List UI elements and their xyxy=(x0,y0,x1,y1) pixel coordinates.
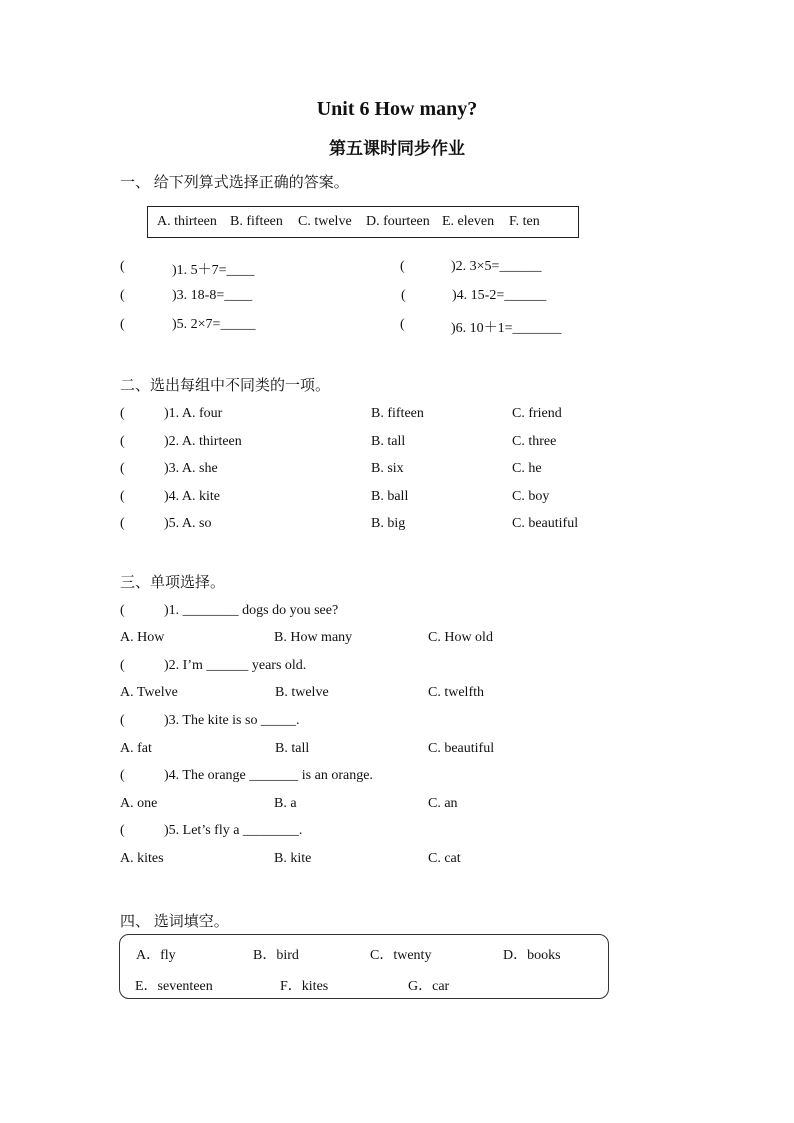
option-d: D. fourteen xyxy=(366,214,430,229)
odd-one-question: )5. A. so xyxy=(164,516,212,531)
answer-paren: ( xyxy=(120,713,125,728)
option-a: A. thirteen xyxy=(157,214,217,229)
section-1-heading: 一、 给下列算式选择正确的答案。 xyxy=(120,175,349,191)
choice-option-c: C. How old xyxy=(428,630,493,645)
choice-option-a: A. one xyxy=(120,796,158,811)
option-c: C. twelve xyxy=(298,214,352,229)
odd-one-option-c: C. he xyxy=(512,461,542,476)
choice-option-c: C. cat xyxy=(428,851,461,866)
answer-paren: ( xyxy=(120,768,125,783)
math-question-5: )5. 2×7=_____ xyxy=(172,317,256,332)
word-bank-item: G．car xyxy=(408,979,450,994)
answer-paren: ( xyxy=(120,461,125,476)
word-bank-item: E．seventeen xyxy=(135,979,213,994)
word-bank-item: D．books xyxy=(503,948,561,963)
answer-paren: ( xyxy=(120,489,125,504)
choice-question: )3. The kite is so _____. xyxy=(164,713,300,728)
choice-option-a: A. fat xyxy=(120,741,152,756)
math-question-3: )3. 18-8=____ xyxy=(172,288,253,303)
option-b: B. fifteen xyxy=(230,214,283,229)
choice-option-a: A. Twelve xyxy=(120,685,178,700)
odd-one-option-b: B. big xyxy=(371,516,406,531)
choice-question: )4. The orange _______ is an orange. xyxy=(164,768,373,783)
section-4-heading: 四、 选词填空。 xyxy=(120,914,229,930)
choice-option-c: C. an xyxy=(428,796,458,811)
math-question-2: )2. 3×5=______ xyxy=(451,259,542,274)
odd-one-question: )4. A. kite xyxy=(164,489,220,504)
word-bank-item: A．fly xyxy=(136,948,176,963)
odd-one-option-b: B. ball xyxy=(371,489,409,504)
section-3-heading: 三、单项选择。 xyxy=(120,575,226,591)
odd-one-question: )1. A. four xyxy=(164,406,223,421)
answer-paren: ( xyxy=(120,516,125,531)
option-e: E. eleven xyxy=(442,214,495,229)
odd-one-option-b: B. tall xyxy=(371,434,406,449)
answer-paren: ( xyxy=(120,288,125,303)
math-question-4: )4. 15-2=______ xyxy=(452,288,547,303)
answer-paren: ( xyxy=(120,658,125,673)
answer-paren: ( xyxy=(400,259,405,274)
odd-one-option-c: C. three xyxy=(512,434,557,449)
odd-one-question: )2. A. thirteen xyxy=(164,434,242,449)
odd-one-question: )3. A. she xyxy=(164,461,218,476)
answer-paren: ( xyxy=(120,317,125,332)
choice-question: )1. ________ dogs do you see? xyxy=(164,603,339,618)
word-bank-item: B．bird xyxy=(253,948,299,963)
choice-option-a: A. How xyxy=(120,630,165,645)
odd-one-option-b: B. six xyxy=(371,461,404,476)
answer-paren: ( xyxy=(401,288,406,303)
answer-paren: ( xyxy=(120,603,125,618)
choice-option-a: A. kites xyxy=(120,851,164,866)
math-question-6: )6. 10＋1=_______ xyxy=(451,321,562,336)
answer-paren: ( xyxy=(120,823,125,838)
choice-question: )2. I’m ______ years old. xyxy=(164,658,307,673)
word-bank-item: C．twenty xyxy=(370,948,432,963)
word-bank-item: F．kites xyxy=(280,979,329,994)
page-title: Unit 6 How many? xyxy=(316,98,478,120)
answer-paren: ( xyxy=(120,434,125,449)
choice-option-b: B. twelve xyxy=(275,685,329,700)
choice-option-c: C. beautiful xyxy=(428,741,495,756)
choice-option-c: C. twelfth xyxy=(428,685,484,700)
odd-one-option-c: C. beautiful xyxy=(512,516,579,531)
math-question-1: )1. 5＋7=____ xyxy=(172,263,255,278)
answer-paren: ( xyxy=(120,259,125,274)
choice-option-b: B. a xyxy=(274,796,297,811)
choice-question: )5. Let’s fly a ________. xyxy=(164,823,303,838)
choice-option-b: B. tall xyxy=(275,741,310,756)
section-2-heading: 二、选出每组中不同类的一项。 xyxy=(120,378,331,394)
odd-one-option-c: C. friend xyxy=(512,406,562,421)
answer-paren: ( xyxy=(120,406,125,421)
page-subtitle: 第五课时同步作业 xyxy=(329,139,465,158)
odd-one-option-b: B. fifteen xyxy=(371,406,424,421)
answer-paren: ( xyxy=(400,317,405,332)
option-f: F. ten xyxy=(509,214,540,229)
choice-option-b: B. How many xyxy=(274,630,353,645)
choice-option-b: B. kite xyxy=(274,851,312,866)
odd-one-option-c: C. boy xyxy=(512,489,550,504)
